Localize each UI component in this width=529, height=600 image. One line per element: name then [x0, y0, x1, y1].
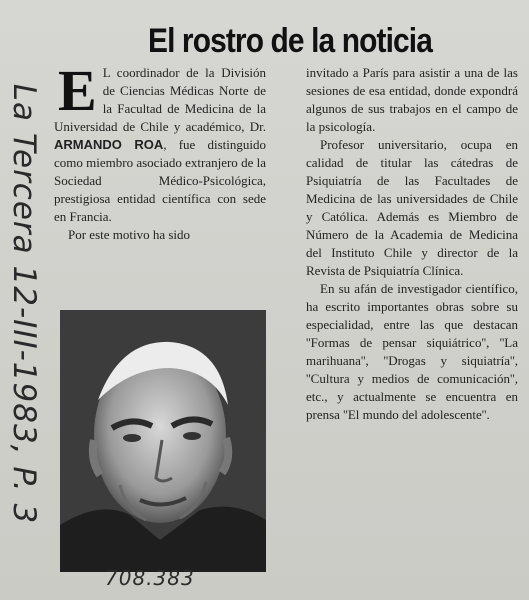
- person-name: ARMANDO ROA: [54, 137, 164, 152]
- article-paragraph-1: [54, 58, 267, 226]
- margin-note-text: La Tercera 12-III-1983, P. 3: [6, 83, 42, 525]
- article-column-left: [54, 58, 267, 244]
- handwritten-archive-number: 708.383: [105, 566, 195, 590]
- drop-cap: E: [58, 58, 97, 123]
- article-column-right: [306, 64, 518, 424]
- portrait-photo: [60, 310, 266, 572]
- paragraph-1-start: L coordinador de la División de Ciencias Médicas Norte de la Facultad de Medicina de la Universidad de Chile y académico, Dr.: [54, 65, 266, 134]
- article-paragraph-5: En su afán de investigador científico, ha escrito importantes obras sobre su especialidad, entre las que destacan ''Formas de pensar siquiátrico'', ''La marihuana'', ''Drogas y siquiatría'', ''Cultura y medios de comunicación'', etc., y actualmente se encuentra en prensa ''El mundo del adolescente''.: [306, 281, 518, 422]
- handwritten-margin-note: [4, 14, 44, 594]
- article-paragraph-2: Por este motivo ha sido: [68, 227, 191, 242]
- paragraph-1-end: , fue distinguido como miembro asociado extranjero de la Sociedad Médico-Psicológica, prestigiosa entidad científica con sede en Francia.: [54, 137, 267, 224]
- headline: El rostro de la noticia: [147, 22, 433, 60]
- article-paragraph-3: invitado a París para asistir a una de las sesiones de esa entidad, donde expondrá algunos de sus trabajos en el campo de la psicología.: [306, 65, 518, 134]
- article-paragraph-4: Profesor universitario, ocupa en calidad de titular las cátedras de Psiquiatría de las Facultades de Medicina de las universidades de Chile y Católica. Además es Miembro de Número de la Academia de Medicina del Instituto Chile y director de la Revista de Psiquiatría Clínica.: [306, 137, 518, 278]
- portrait-illustration: [60, 310, 266, 572]
